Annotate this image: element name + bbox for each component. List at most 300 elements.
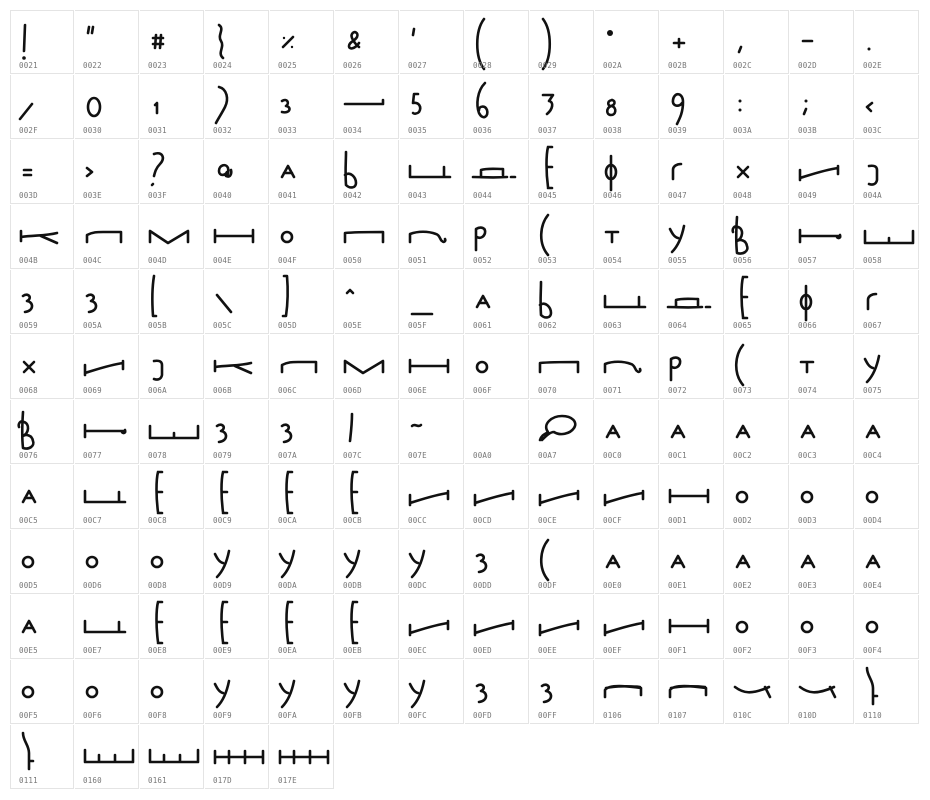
glyph-cell-0106 — [595, 660, 659, 724]
codepoint-label: 0160 — [83, 776, 102, 785]
codepoint-label: 005C — [213, 321, 232, 330]
glyph-cell-0062 — [530, 270, 594, 334]
codepoint-label: 0057 — [798, 256, 817, 265]
codepoint-label: 0055 — [668, 256, 687, 265]
codepoint-label: 0045 — [538, 191, 557, 200]
glyph-cell-0052 — [465, 205, 529, 269]
glyph-cell-00cf — [595, 465, 659, 529]
codepoint-label: 017D — [213, 776, 232, 785]
glyph-cell-0072 — [660, 335, 724, 399]
codepoint-label: 0031 — [148, 126, 167, 135]
glyph-cell-00da — [270, 530, 334, 594]
codepoint-label: 0107 — [668, 711, 687, 720]
codepoint-label: 006F — [473, 386, 492, 395]
glyph-cell-0044 — [465, 140, 529, 204]
codepoint-label: 004F — [278, 256, 297, 265]
codepoint-label: 00EF — [603, 646, 622, 655]
codepoint-label: 002E — [863, 61, 882, 70]
codepoint-label: 0058 — [863, 256, 882, 265]
glyph-cell-0042 — [335, 140, 399, 204]
glyph-cell-00db — [335, 530, 399, 594]
codepoint-label: 0024 — [213, 61, 232, 70]
codepoint-label: 00C1 — [668, 451, 687, 460]
glyph-cell-00dd — [465, 530, 529, 594]
codepoint-label: 00DF — [538, 581, 557, 590]
codepoint-label: 00C5 — [19, 516, 38, 525]
codepoint-label: 003B — [798, 126, 817, 135]
codepoint-label: 002C — [733, 61, 752, 70]
codepoint-label: 00C3 — [798, 451, 817, 460]
glyph-cell-004b — [10, 205, 74, 269]
codepoint-label: 002A — [603, 61, 622, 70]
codepoint-label: 00C7 — [83, 516, 102, 525]
codepoint-label: 00CA — [278, 516, 297, 525]
glyph-cell-003e — [75, 140, 139, 204]
codepoint-label: 0065 — [733, 321, 752, 330]
codepoint-label: 00D8 — [148, 581, 167, 590]
glyph-cell-00f4 — [855, 595, 919, 659]
glyph-cell-00ed — [465, 595, 529, 659]
codepoint-label: 0074 — [798, 386, 817, 395]
codepoint-label: 00CC — [408, 516, 427, 525]
codepoint-label: 00D2 — [733, 516, 752, 525]
glyph-cell-00fc — [400, 660, 464, 724]
glyph-cell-00c3 — [790, 400, 854, 464]
glyph-cell-00a7 — [530, 400, 594, 464]
codepoint-label: 0039 — [668, 126, 687, 135]
codepoint-label: 0068 — [19, 386, 38, 395]
codepoint-label: 0026 — [343, 61, 362, 70]
glyph-cell-0054 — [595, 205, 659, 269]
codepoint-label: 0059 — [19, 321, 38, 330]
codepoint-label: 006E — [408, 386, 427, 395]
codepoint-label: 0033 — [278, 126, 297, 135]
codepoint-label: 010D — [798, 711, 817, 720]
glyph-cell-003d — [10, 140, 74, 204]
codepoint-label: 0042 — [343, 191, 362, 200]
glyph-cell-0050 — [335, 205, 399, 269]
codepoint-label: 00F5 — [19, 711, 38, 720]
codepoint-label: 00A0 — [473, 451, 492, 460]
codepoint-label: 0069 — [83, 386, 102, 395]
codepoint-label: 00D4 — [863, 516, 882, 525]
glyph-cell-00e8 — [140, 595, 204, 659]
codepoint-label: 00FF — [538, 711, 557, 720]
codepoint-label: 0110 — [863, 711, 882, 720]
glyph-cell-0033 — [270, 75, 334, 139]
codepoint-label: 00E0 — [603, 581, 622, 590]
glyph-cell-0161 — [140, 725, 204, 789]
glyph-cell-0039 — [660, 75, 724, 139]
codepoint-label: 002D — [798, 61, 817, 70]
codepoint-label: 00DC — [408, 581, 427, 590]
codepoint-label: 00CE — [538, 516, 557, 525]
glyph-cell-00ca — [270, 465, 334, 529]
codepoint-label: 0050 — [343, 256, 362, 265]
glyph-cell-00d4 — [855, 465, 919, 529]
codepoint-label: 00C0 — [603, 451, 622, 460]
codepoint-label: 00E1 — [668, 581, 687, 590]
codepoint-label: 0071 — [603, 386, 622, 395]
codepoint-label: 00FD — [473, 711, 492, 720]
glyph-cell-00ec — [400, 595, 464, 659]
codepoint-label: 0025 — [278, 61, 297, 70]
codepoint-label: 004A — [863, 191, 882, 200]
glyph-cell-006a — [140, 335, 204, 399]
glyph-cell-00eb — [335, 595, 399, 659]
glyph-cell-00cc — [400, 465, 464, 529]
codepoint-label: 0038 — [603, 126, 622, 135]
glyph-cell-0022 — [75, 10, 139, 74]
codepoint-label: 0035 — [408, 126, 427, 135]
glyph-cell-0057 — [790, 205, 854, 269]
codepoint-label: 003F — [148, 191, 167, 200]
codepoint-label: 0075 — [863, 386, 882, 395]
glyph-cell-003a — [725, 75, 789, 139]
codepoint-label: 00E5 — [19, 646, 38, 655]
glyph-cell-00fd — [465, 660, 529, 724]
glyph-cell-0055 — [660, 205, 724, 269]
codepoint-label: 005F — [408, 321, 427, 330]
glyph-cell-0048 — [725, 140, 789, 204]
glyph-cell-0037 — [530, 75, 594, 139]
codepoint-label: 0067 — [863, 321, 882, 330]
glyph-cell-0070 — [530, 335, 594, 399]
glyph-cell-00ea — [270, 595, 334, 659]
codepoint-label: 017E — [278, 776, 297, 785]
glyph-cell-017e — [270, 725, 334, 789]
glyph-cell-00c9 — [205, 465, 269, 529]
glyph-cell-0021 — [10, 10, 74, 74]
codepoint-label: 0076 — [19, 451, 38, 460]
glyph-cell-0059 — [10, 270, 74, 334]
codepoint-label: 006B — [213, 386, 232, 395]
glyph-cell-004a — [855, 140, 919, 204]
codepoint-label: 003C — [863, 126, 882, 135]
glyph-cell-006d — [335, 335, 399, 399]
codepoint-label: 00ED — [473, 646, 492, 655]
codepoint-label: 00FC — [408, 711, 427, 720]
glyph-cell-0030 — [75, 75, 139, 139]
codepoint-label: 00C9 — [213, 516, 232, 525]
glyph-cell-00d3 — [790, 465, 854, 529]
glyph-cell-010c — [725, 660, 789, 724]
codepoint-label: 00C2 — [733, 451, 752, 460]
codepoint-label: 0049 — [798, 191, 817, 200]
codepoint-label: 0079 — [213, 451, 232, 460]
codepoint-label: 00D1 — [668, 516, 687, 525]
glyph-cell-0023 — [140, 10, 204, 74]
codepoint-label: 010C — [733, 711, 752, 720]
codepoint-label: 0111 — [19, 776, 38, 785]
codepoint-label: 00F2 — [733, 646, 752, 655]
glyph-cell-00d9 — [205, 530, 269, 594]
codepoint-label: 0052 — [473, 256, 492, 265]
codepoint-label: 0064 — [668, 321, 687, 330]
glyph-cell-00ef — [595, 595, 659, 659]
codepoint-label: 003E — [83, 191, 102, 200]
glyph-cell-0064 — [660, 270, 724, 334]
codepoint-label: 00D5 — [19, 581, 38, 590]
glyph-cell-0047 — [660, 140, 724, 204]
glyph-cell-00e2 — [725, 530, 789, 594]
glyph-cell-0110 — [855, 660, 919, 724]
glyph-grid — [10, 10, 920, 790]
glyph-cell-0058 — [855, 205, 919, 269]
codepoint-label: 0027 — [408, 61, 427, 70]
glyph-cell-0032 — [205, 75, 269, 139]
glyph-cell-00df — [530, 530, 594, 594]
codepoint-label: 0063 — [603, 321, 622, 330]
glyph-cell-00e4 — [855, 530, 919, 594]
codepoint-label: 00F9 — [213, 711, 232, 720]
codepoint-label: 0046 — [603, 191, 622, 200]
glyph-cell-00d8 — [140, 530, 204, 594]
glyph-cell-00c2 — [725, 400, 789, 464]
codepoint-label: 0072 — [668, 386, 687, 395]
glyph-cell-0056 — [725, 205, 789, 269]
codepoint-label: 005A — [83, 321, 102, 330]
codepoint-label: 006C — [278, 386, 297, 395]
codepoint-label: 0161 — [148, 776, 167, 785]
glyph-cell-004d — [140, 205, 204, 269]
codepoint-label: 0070 — [538, 386, 557, 395]
codepoint-label: 00CF — [603, 516, 622, 525]
glyph-cell-00e1 — [660, 530, 724, 594]
codepoint-label: 0056 — [733, 256, 752, 265]
glyph-cell-0029 — [530, 10, 594, 74]
glyph-cell-002a — [595, 10, 659, 74]
codepoint-label: 005D — [278, 321, 297, 330]
codepoint-label: 007A — [278, 451, 297, 460]
glyph-cell-0049 — [790, 140, 854, 204]
glyph-cell-00fa — [270, 660, 334, 724]
codepoint-label: 007E — [408, 451, 427, 460]
codepoint-label: 004C — [83, 256, 102, 265]
codepoint-label: 0043 — [408, 191, 427, 200]
glyph-cell-007a — [270, 400, 334, 464]
codepoint-label: 00DB — [343, 581, 362, 590]
codepoint-label: 0028 — [473, 61, 492, 70]
glyph-cell-00e3 — [790, 530, 854, 594]
codepoint-label: 0022 — [83, 61, 102, 70]
codepoint-label: 00E7 — [83, 646, 102, 655]
glyph-cell-006e — [400, 335, 464, 399]
glyph-cell-0073 — [725, 335, 789, 399]
codepoint-label: 00E2 — [733, 581, 752, 590]
glyph-cell-0053 — [530, 205, 594, 269]
codepoint-label: 003D — [19, 191, 38, 200]
codepoint-label: 004D — [148, 256, 167, 265]
codepoint-label: 004E — [213, 256, 232, 265]
codepoint-label: 00F1 — [668, 646, 687, 655]
codepoint-label: 00F3 — [798, 646, 817, 655]
codepoint-label: 00E3 — [798, 581, 817, 590]
glyph-cell-00dc — [400, 530, 464, 594]
codepoint-label: 002B — [668, 61, 687, 70]
glyph-cell-0061 — [465, 270, 529, 334]
glyph-cell-00a0 — [465, 400, 529, 464]
codepoint-label: 00CD — [473, 516, 492, 525]
glyph-cell-005d — [270, 270, 334, 334]
glyph-cell-00c8 — [140, 465, 204, 529]
glyph-cell-017d — [205, 725, 269, 789]
glyph-cell-00d1 — [660, 465, 724, 529]
glyph-cell-007e — [400, 400, 464, 464]
glyph-cell-00d6 — [75, 530, 139, 594]
glyph-cell-006b — [205, 335, 269, 399]
codepoint-label: 00E8 — [148, 646, 167, 655]
codepoint-label: 00F6 — [83, 711, 102, 720]
codepoint-label: 0106 — [603, 711, 622, 720]
glyph-cell-005c — [205, 270, 269, 334]
glyph-cell-00cb — [335, 465, 399, 529]
glyph-cell-0027 — [400, 10, 464, 74]
glyph-cell-0069 — [75, 335, 139, 399]
glyph-cell-00d2 — [725, 465, 789, 529]
glyph-cell-00e7 — [75, 595, 139, 659]
codepoint-label: 0053 — [538, 256, 557, 265]
glyph-cell-00ce — [530, 465, 594, 529]
glyph-cell-003b — [790, 75, 854, 139]
codepoint-label: 0054 — [603, 256, 622, 265]
codepoint-label: 0036 — [473, 126, 492, 135]
codepoint-label: 0051 — [408, 256, 427, 265]
glyph-cell-0067 — [855, 270, 919, 334]
glyph-cell-002c — [725, 10, 789, 74]
codepoint-label: 0034 — [343, 126, 362, 135]
codepoint-label: 004B — [19, 256, 38, 265]
glyph-cell-005b — [140, 270, 204, 334]
codepoint-label: 00CB — [343, 516, 362, 525]
codepoint-label: 0047 — [668, 191, 687, 200]
glyph-cell-00f8 — [140, 660, 204, 724]
codepoint-label: 00D9 — [213, 581, 232, 590]
glyph-cell-003c — [855, 75, 919, 139]
glyph-cell-0038 — [595, 75, 659, 139]
glyph-cell-0068 — [10, 335, 74, 399]
codepoint-label: 00DD — [473, 581, 492, 590]
glyph-cell-00d5 — [10, 530, 74, 594]
codepoint-label: 00D6 — [83, 581, 102, 590]
glyph-cell-0160 — [75, 725, 139, 789]
glyph-cell-0063 — [595, 270, 659, 334]
glyph-cell-00f3 — [790, 595, 854, 659]
glyph-cell-00f2 — [725, 595, 789, 659]
glyph-cell-0065 — [725, 270, 789, 334]
codepoint-label: 00FB — [343, 711, 362, 720]
glyph-cell-00e9 — [205, 595, 269, 659]
codepoint-label: 0023 — [148, 61, 167, 70]
glyph-cell-0078 — [140, 400, 204, 464]
codepoint-label: 0040 — [213, 191, 232, 200]
glyph-cell-00fb — [335, 660, 399, 724]
glyph-cell-00f9 — [205, 660, 269, 724]
codepoint-label: 007C — [343, 451, 362, 460]
glyph-cell-0107 — [660, 660, 724, 724]
codepoint-label: 006A — [148, 386, 167, 395]
codepoint-label: 006D — [343, 386, 362, 395]
glyph-cell-004e — [205, 205, 269, 269]
glyph-cell-0031 — [140, 75, 204, 139]
codepoint-label: 00FA — [278, 711, 297, 720]
codepoint-label: 0078 — [148, 451, 167, 460]
glyph-cell-00c4 — [855, 400, 919, 464]
glyph-cell-0028 — [465, 10, 529, 74]
glyph-cell-0051 — [400, 205, 464, 269]
glyph-cell-007c — [335, 400, 399, 464]
glyph-cell-005a — [75, 270, 139, 334]
codepoint-label: 0041 — [278, 191, 297, 200]
codepoint-label: 0066 — [798, 321, 817, 330]
codepoint-label: 00E9 — [213, 646, 232, 655]
codepoint-label: 0073 — [733, 386, 752, 395]
glyph-cell-0066 — [790, 270, 854, 334]
codepoint-label: 002F — [19, 126, 38, 135]
glyph-cell-0041 — [270, 140, 334, 204]
codepoint-label: 0061 — [473, 321, 492, 330]
glyph-cell-0034 — [335, 75, 399, 139]
codepoint-label: 00DA — [278, 581, 297, 590]
glyph-cell-0076 — [10, 400, 74, 464]
glyph-cell-00c1 — [660, 400, 724, 464]
glyph-cell-00ee — [530, 595, 594, 659]
codepoint-label: 005E — [343, 321, 362, 330]
codepoint-label: 00D3 — [798, 516, 817, 525]
codepoint-label: 00EA — [278, 646, 297, 655]
codepoint-label: 00C4 — [863, 451, 882, 460]
glyph-cell-002d — [790, 10, 854, 74]
codepoint-label: 00A7 — [538, 451, 557, 460]
glyph-cell-0043 — [400, 140, 464, 204]
glyph-cell-0074 — [790, 335, 854, 399]
codepoint-label: 0077 — [83, 451, 102, 460]
glyph-cell-0079 — [205, 400, 269, 464]
glyph-cell-00c7 — [75, 465, 139, 529]
glyph-cell-0071 — [595, 335, 659, 399]
codepoint-label: 00EE — [538, 646, 557, 655]
glyph-cell-00c5 — [10, 465, 74, 529]
codepoint-label: 00EB — [343, 646, 362, 655]
glyph-cell-010d — [790, 660, 854, 724]
codepoint-label: 00C8 — [148, 516, 167, 525]
glyph-cell-00cd — [465, 465, 529, 529]
glyph-cell-0035 — [400, 75, 464, 139]
glyph-cell-0036 — [465, 75, 529, 139]
glyph-cell-003f — [140, 140, 204, 204]
glyph-cell-0046 — [595, 140, 659, 204]
glyph-cell-00e5 — [10, 595, 74, 659]
codepoint-label: 005B — [148, 321, 167, 330]
glyph-cell-00f5 — [10, 660, 74, 724]
glyph-cell-0025 — [270, 10, 334, 74]
codepoint-label: 0029 — [538, 61, 557, 70]
glyph-cell-0075 — [855, 335, 919, 399]
glyph-cell-0045 — [530, 140, 594, 204]
codepoint-label: 0021 — [19, 61, 38, 70]
glyph-cell-005f — [400, 270, 464, 334]
codepoint-label: 0037 — [538, 126, 557, 135]
glyph-cell-0026 — [335, 10, 399, 74]
codepoint-label: 0062 — [538, 321, 557, 330]
glyph-cell-00ff — [530, 660, 594, 724]
glyph-cell-00f1 — [660, 595, 724, 659]
glyph-cell-002e — [855, 10, 919, 74]
glyph-cell-0111 — [10, 725, 74, 789]
codepoint-label: 00EC — [408, 646, 427, 655]
codepoint-label: 0048 — [733, 191, 752, 200]
glyph-cell-0024 — [205, 10, 269, 74]
